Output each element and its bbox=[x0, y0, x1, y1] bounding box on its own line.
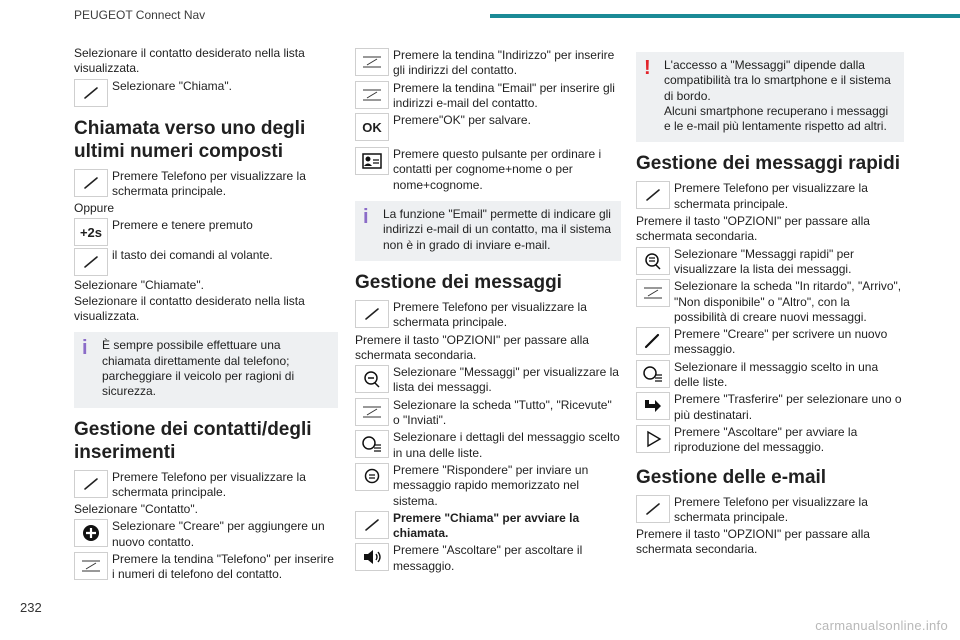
touch-icon bbox=[355, 300, 389, 328]
step-trasferire bbox=[636, 392, 904, 423]
step-text: Premere "Chiama" per avviare la chiamata. bbox=[393, 510, 580, 541]
dropdown-field-icon bbox=[355, 81, 389, 109]
step-indirizzo bbox=[355, 48, 621, 79]
touch-icon bbox=[74, 169, 108, 197]
step-text: Selezionare la scheda "Tutto", "Ricevute" o "Inviati". bbox=[393, 397, 612, 428]
column-1 bbox=[74, 46, 338, 585]
step-telefono-2 bbox=[636, 495, 904, 526]
step-text: Premere "Creare" per scrivere un nuovo messaggio. bbox=[674, 327, 888, 357]
step-chiama bbox=[74, 79, 338, 107]
step-text: Premere Telefono per visualizzare la schermata principale. bbox=[674, 181, 868, 211]
step-telefono bbox=[636, 181, 904, 212]
opzioni-text-2: Premere il tasto "OPZIONI" per passare alla schermata secondaria. bbox=[636, 527, 870, 557]
step-text: Premere Telefono per visualizzare la schermata principale. bbox=[112, 168, 306, 198]
step-messaggi bbox=[355, 365, 621, 396]
add-circle-icon bbox=[74, 519, 108, 547]
info-icon: i bbox=[363, 206, 369, 229]
step-ascoltare bbox=[355, 543, 621, 574]
header-title: PEUGEOT Connect Nav bbox=[74, 8, 206, 22]
column-3 bbox=[636, 46, 904, 558]
opzioni-text: Premere il tasto "OPZIONI" per passare alla schermata secondaria. bbox=[355, 332, 589, 362]
step-creare bbox=[636, 327, 904, 358]
step-hold bbox=[74, 218, 338, 246]
step-text: Premere e tenere premuto bbox=[112, 218, 253, 233]
after-text: Selezionare "Chiamate". Selezionare il contatto desiderato nella lista visualizzata. bbox=[74, 278, 305, 324]
step-text: Selezionare "Creare" per aggiungere un nuovo contatto. bbox=[112, 519, 325, 549]
page-number: 232 bbox=[20, 600, 42, 615]
oppure-text: Oppure bbox=[74, 201, 115, 216]
sel-contatto-text: Selezionare "Contatto". bbox=[74, 502, 198, 517]
step-text: Premere"OK" per salvare. bbox=[393, 113, 531, 128]
step-telefono bbox=[74, 169, 338, 200]
step-text: Premere "Ascoltare" per ascoltare il messaggio. bbox=[393, 543, 583, 573]
reply-message-icon bbox=[355, 463, 389, 491]
step-text: Premere "Ascoltare" per avviare la riproduzione del messaggio. bbox=[674, 424, 858, 455]
message-details-icon bbox=[355, 430, 389, 458]
step-ascoltare bbox=[636, 425, 904, 456]
step-scheda bbox=[355, 398, 621, 429]
ok-icon bbox=[355, 113, 389, 141]
step-text: il tasto dei comandi al volante. bbox=[112, 248, 273, 263]
note-text: La funzione "Email" permette di indicare gli indirizzi e-mail di un contatto, ma il sistema non è in grado di inviare e-mail. bbox=[383, 207, 612, 252]
step-text: Selezionare "Messaggi" per visualizzare la lista dei messaggi. bbox=[393, 365, 619, 395]
touch-icon bbox=[355, 511, 389, 539]
step-telefono-2 bbox=[74, 470, 338, 501]
touch-icon bbox=[74, 79, 108, 107]
step-text: Premere Telefono per visualizzare la schermata principale. bbox=[112, 469, 306, 499]
note-text: È sempre possibile effettuare una chiamata direttamente dal telefono; parcheggiare il veicolo per ragioni di sicurezza. bbox=[102, 338, 295, 399]
step-text: Selezionare la scheda "In ritardo", "Arrivo", "Non disponibile" o "Altro", con la possibilità di creare nuovi messaggi. bbox=[674, 279, 902, 324]
dropdown-field-icon bbox=[355, 48, 389, 76]
step-text: Premere la tendina "Telefono" per inserire i numeri di telefono del contatto. bbox=[112, 552, 334, 582]
heading-messaggi: Gestione dei messaggi bbox=[355, 271, 562, 293]
header-accent-bar bbox=[490, 14, 960, 18]
step-text: Selezionare il messaggio scelto in una delle liste. bbox=[674, 359, 879, 390]
step-text: Premere la tendina "Indirizzo" per inserire gli indirizzi del contatto. bbox=[393, 48, 615, 78]
hold-2s-icon bbox=[74, 218, 108, 246]
info-note bbox=[355, 201, 621, 261]
column-2 bbox=[355, 46, 621, 576]
step-telefono bbox=[355, 300, 621, 331]
step-text: Selezionare "Messaggi rapidi" per visualizzare la lista dei messaggi. bbox=[674, 246, 854, 276]
ok-icon-label: OK bbox=[362, 119, 382, 135]
step-rispondere bbox=[355, 463, 621, 509]
step-scheda bbox=[636, 279, 904, 325]
pencil-icon bbox=[636, 327, 670, 355]
opzioni-text: Premere il tasto "OPZIONI" per passare alla schermata secondaria. bbox=[636, 214, 870, 244]
dropdown-field-icon bbox=[74, 552, 108, 580]
step-text: Selezionare i dettagli del messaggio scelto in una delle liste. bbox=[393, 430, 620, 460]
watermark: carmanualsonline.info bbox=[815, 618, 948, 633]
step-chiama bbox=[355, 511, 621, 542]
heading-rapidi: Gestione dei messaggi rapidi bbox=[636, 153, 900, 175]
info-icon: i bbox=[82, 337, 88, 360]
warning-note bbox=[636, 52, 904, 142]
touch-icon bbox=[74, 470, 108, 498]
touch-icon bbox=[636, 495, 670, 523]
step-scelto bbox=[636, 360, 904, 391]
step-ok bbox=[355, 113, 621, 141]
touch-icon bbox=[74, 248, 108, 276]
tab-field-icon bbox=[636, 279, 670, 307]
step-text: Premere la tendina "Email" per inserire gli indirizzi e-mail del contatto. bbox=[393, 80, 615, 110]
tab-field-icon bbox=[355, 398, 389, 426]
heading-contatti: Gestione dei contatti/degli inserimenti bbox=[74, 418, 312, 463]
quick-message-icon bbox=[636, 247, 670, 275]
forward-icon bbox=[636, 392, 670, 420]
step-tasto bbox=[74, 248, 338, 276]
step-text: Premere "Trasferire" per selezionare uno o più destinatari. bbox=[674, 392, 902, 422]
touch-icon bbox=[636, 181, 670, 209]
step-text: Premere questo pulsante per ordinare i contatti per cognome+nome o per nome+cognome. bbox=[393, 147, 602, 192]
step-text: Selezionare "Chiama". bbox=[112, 78, 232, 93]
play-icon bbox=[636, 425, 670, 453]
warning-icon: ! bbox=[644, 57, 651, 79]
heading-email: Gestione delle e-mail bbox=[636, 466, 827, 488]
sms-icon bbox=[355, 365, 389, 393]
step-text: Premere Telefono per visualizzare la schermata principale. bbox=[674, 494, 868, 524]
step-creare bbox=[74, 519, 338, 550]
heading-chiamata: Chiamata verso uno degli ultimi numeri composti bbox=[74, 117, 306, 162]
step-text: Premere "Rispondere" per inviare un messaggio rapido memorizzato nel sistema. bbox=[393, 462, 589, 508]
message-details-icon bbox=[636, 360, 670, 388]
hold-icon-label: +2s bbox=[79, 224, 103, 240]
step-dettagli bbox=[355, 430, 621, 461]
note-text: L'accesso a "Messaggi" dipende dalla compatibilità tra lo smartphone e il sistema di bordo. Alcuni smartphone recuperano i messaggi e le e-mail più lentamente rispetto ad altri. bbox=[664, 58, 891, 134]
step-tendina-telefono bbox=[74, 552, 338, 583]
step-text: Premere Telefono per visualizzare la schermata principale. bbox=[393, 299, 587, 330]
info-note bbox=[74, 332, 338, 407]
step-ordinare bbox=[355, 147, 621, 193]
intro-text: Selezionare il contatto desiderato nella lista visualizzata. bbox=[74, 46, 305, 76]
step-email bbox=[355, 81, 621, 112]
speaker-icon bbox=[355, 543, 389, 571]
step-rapidi bbox=[636, 247, 904, 278]
sort-contacts-icon bbox=[355, 147, 389, 175]
